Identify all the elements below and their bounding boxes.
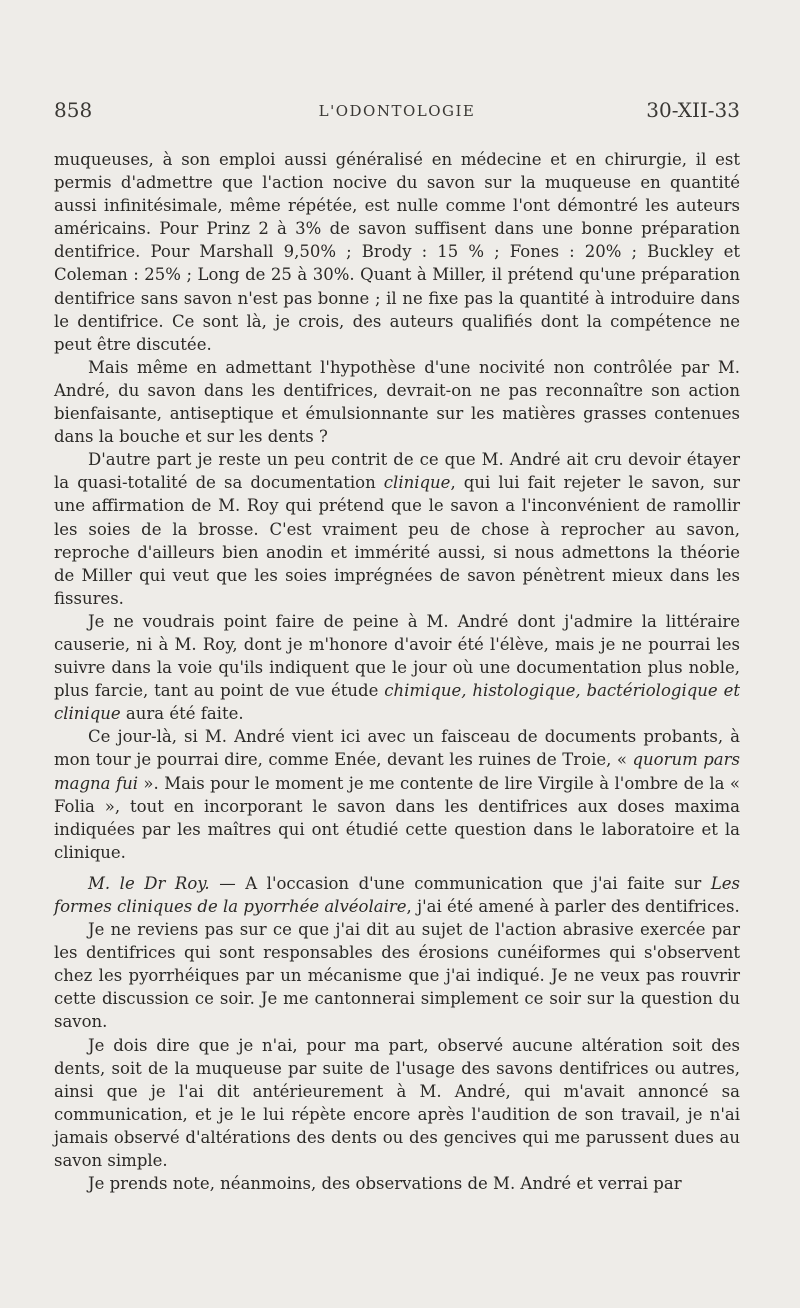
emphasis: quorum pars magna fui bbox=[54, 750, 740, 793]
emphasis: Les formes cliniques de la pyorrhée alvéolaire bbox=[54, 873, 741, 916]
journal-title: L'ODONTOLOGIE bbox=[318, 102, 476, 120]
paragraph: Je prends note, néanmoins, des observations de M. André et verrai par bbox=[88, 1174, 682, 1194]
running-header bbox=[54, 98, 740, 128]
paragraph: Je ne voudrais point faire de peine à M. André dont j'admire la littéraire causerie, ni à M. Roy, dont je m'honore d'avoir été l'élève, mais je ne pourrai les suivre dans la voie qu'ils indiquent que le jour où une documentation plus noble, plus farcie, tant au point de vue étude chimique, histologique, bactériologique et clinique aura été faite. bbox=[54, 611, 740, 724]
paragraph: Ce jour-là, si M. André vient ici avec un faisceau de documents probants, à mon tour je pourrai dire, comme Enée, devant les ruines de Troie, « quorum pars magna fui ». Mais pour le moment je me contente de lire Virgile à l'ombre de la « Folia », tout en incorporant le savon dans les dentifrices aux doses maxima indiquées par les maîtres qui ont étudié cette question dans le laboratoire et la clinique. bbox=[54, 727, 741, 862]
paragraph: M. le Dr Roy. — A l'occasion d'une communication que j'ai faite sur Les formes cliniques de la pyorrhée alvéolaire, j'ai été amené à parler des dentifrices. bbox=[54, 873, 741, 916]
speaker-name: M. le Dr Roy. bbox=[88, 873, 210, 893]
paragraph: Je ne reviens pas sur ce que j'ai dit au sujet de l'action abrasive exercée par les dentifrices qui sont responsables des érosions cunéiformes qui s'observent chez les pyorrhéiques par un mécanisme que j'ai indiqué. Je ne veux pas rouvrir cette discussion ce soir. Je me cantonnerai simplement ce soir sur la question du savon. bbox=[54, 920, 740, 1032]
body-text bbox=[54, 148, 740, 1195]
emphasis: chimique, histologique, bactériologique et clinique bbox=[54, 681, 740, 724]
issue-date: 30-XII-33 bbox=[646, 98, 740, 122]
emphasis: clinique bbox=[383, 473, 451, 493]
page-number: 858 bbox=[54, 98, 93, 122]
paragraph: D'autre part je reste un peu contrit de ce que M. André ait cru devoir étayer la quasi-totalité de sa documentation clinique, qui lui fait rejeter le savon, sur une affirmation de M. Roy qui prétend que le savon a l'inconvénient de ramollir les soies de la brosse. C'est vraiment peu de chose à reprocher au savon, reproche d'ailleurs bien anodin et immérité aussi, si nous admettons la théorie de Miller qui veut que les soies imprégnées de savon pénètrent mieux dans les fissures. bbox=[54, 450, 740, 608]
paragraph: muqueuses, à son emploi aussi généralisé en médecine et en chirurgie, il est permis d'admettre que l'action nocive du savon sur la muqueuse en quantité aussi infinitésimale, même répétée, est nulle comme l'ont démontré les auteurs américains. Pour Prinz 2 à 3% de savon suffisent dans une bonne préparation dentifrice. Pour Marshall 9,50% ; Brody : 15 % ; Fones : 20% ; Buckley et Coleman : 25% ; Long de 25 à 30%. Quant à Miller, il prétend qu'une préparation dentifrice sans savon n'est pas bonne ; il ne fixe pas la quantité à introduire dans le dentifrice. Ce sont là, je crois, des auteurs qualifiés dont la compétence ne peut être discutée. bbox=[54, 150, 740, 354]
paragraph: Je dois dire que je n'ai, pour ma part, observé aucune altération soit des dents, soit de la muqueuse par suite de l'usage des savons dentifrices ou autres, ainsi que je l'ai dit antérieurement à M. André, qui m'avait annoncé sa communication, et je le lui répète encore après l'audition de son travail, je n'ai jamais observé d'altérations des dents ou des gencives qui me parussent dues au savon simple. bbox=[54, 1035, 740, 1171]
paragraph: Mais même en admettant l'hypothèse d'une nocivité non contrôlée par M. André, du savon dans les dentifrices, devrait-on ne pas reconnaître son action bienfaisante, antiseptique et émulsionnante sur les matières grasses contenues dans la bouche et sur les dents ? bbox=[54, 357, 740, 447]
